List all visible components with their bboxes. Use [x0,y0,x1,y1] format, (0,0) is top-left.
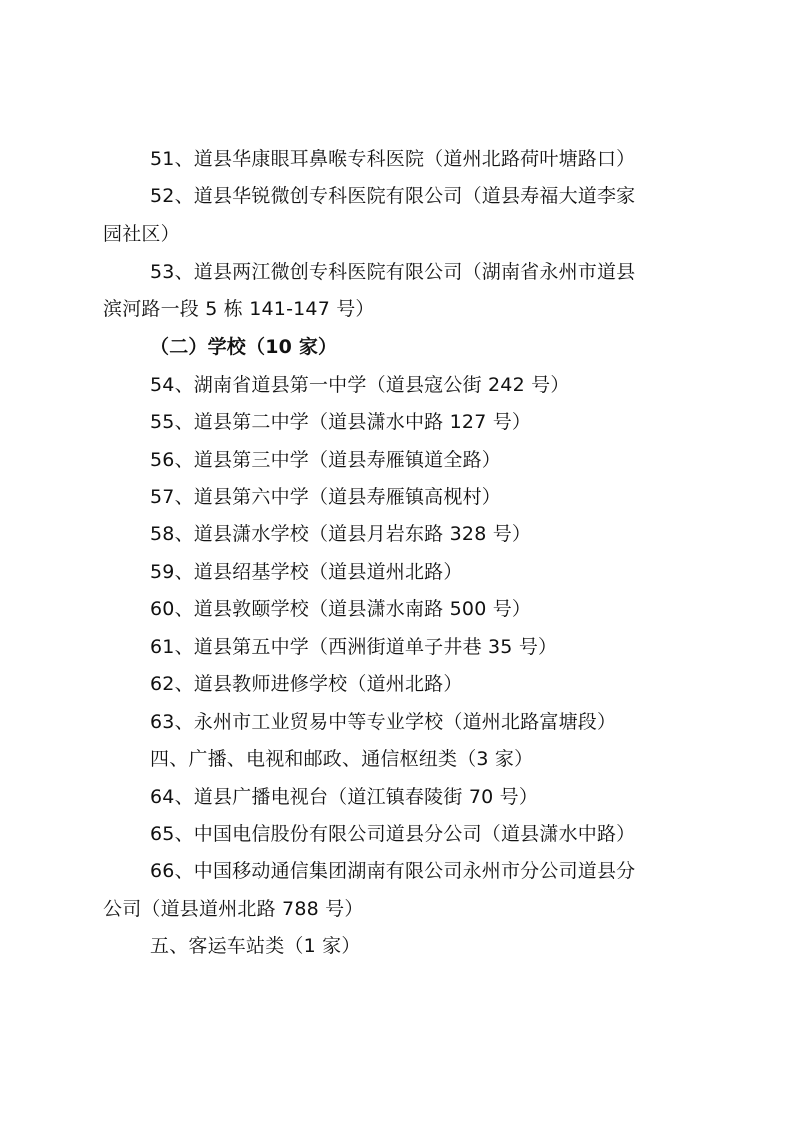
list-item-63: 63、永州市工业贸易中等专业学校（道州北路富塘段） [150,711,617,733]
list-item-52: 52、道县华锐微创专科医院有限公司（道县寿福大道李家 [150,185,636,207]
list-item-56: 56、道县第三中学（道县寿雁镇道全路） [150,449,501,471]
list-item-66: 66、中国移动通信集团湖南有限公司永州市分公司道县分 [150,860,636,882]
list-item-55: 55、道县第二中学（道县潇水中路 127 号） [150,411,532,433]
section-heading-broadcast: 四、广播、电视和邮政、通信枢纽类（3 家） [150,748,534,770]
list-item-51: 51、道县华康眼耳鼻喉专科医院（道州北路荷叶塘路口） [150,148,636,170]
section-heading-bus-stations: 五、客运车站类（1 家） [150,935,361,957]
list-item-53-continuation: 滨河路一段 5 栋 141-147 号） [103,298,375,320]
list-item-57: 57、道县第六中学（道县寿雁镇高枧村） [150,486,501,508]
list-item-66-continuation: 公司（道县道州北路 788 号） [103,898,364,920]
list-item-59: 59、道县绍基学校（道县道州北路） [150,561,463,583]
list-item-53: 53、道县两江微创专科医院有限公司（湖南省永州市道县 [150,261,636,283]
list-item-58: 58、道县潇水学校（道县月岩东路 328 号） [150,523,532,545]
list-item-65: 65、中国电信股份有限公司道县分公司（道县潇水中路） [150,823,636,845]
list-item-52-continuation: 园社区） [103,223,180,245]
list-item-60: 60、道县敦颐学校（道县潇水南路 500 号） [150,598,532,620]
section-heading-schools: （二）学校（10 家） [150,336,338,358]
list-item-62: 62、道县教师进修学校（道州北路） [150,673,463,695]
list-item-64: 64、道县广播电视台（道江镇春陵街 70 号） [150,786,539,808]
list-item-61: 61、道县第五中学（西洲街道单子井巷 35 号） [150,636,558,658]
list-item-54: 54、湖南省道县第一中学（道县寇公街 242 号） [150,374,570,396]
